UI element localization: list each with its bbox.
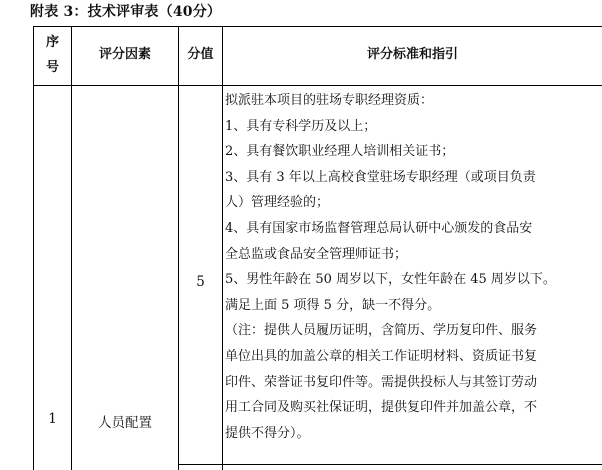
row-divider (178, 464, 602, 465)
criteria-line: 人）管理经验的； (225, 195, 330, 211)
criteria-line: 3、具有 3 年以上高校食堂驻场专职经理（或项目负责 (225, 169, 536, 185)
row-criteria (225, 88, 585, 446)
criteria-line: 提供不得分）。 (225, 425, 310, 441)
header-factor: 评分因素 (98, 47, 151, 62)
row-score: 5 (196, 274, 205, 290)
criteria-line: 5、男性年龄在 50 周岁以下，女性年龄在 45 周岁以下。 (225, 272, 556, 288)
criteria-line: 单位出具的加盖公章的相关工作证明材料、资质证书复 (225, 348, 538, 364)
criteria-line: 用工合同及购买社保证明，提供复印件并加盖公章，不 (225, 400, 538, 416)
column-divider-score (222, 26, 223, 470)
header-seq-line-2: 号 (45, 60, 59, 75)
criteria-line: 4、具有国家市场监督管理总局认研中心颁发的食品安 (225, 220, 533, 236)
criteria-line: 2、具有餐饮职业经理人培训相关证书； (225, 144, 455, 160)
criteria-line: 满足上面 5 项得 5 分，缺一不得分。 (225, 297, 441, 313)
header-seq-line-1: 序 (45, 35, 59, 50)
header-score: 分值 (187, 47, 214, 62)
row-seq: 1 (48, 411, 57, 427)
table-caption: 附表 3：技术评审表（40分） (30, 4, 222, 20)
table-border-left (33, 26, 34, 470)
criteria-line: （注：提供人员履历证明，含简历、学历复印件、服务 (225, 323, 538, 339)
column-divider-seq (71, 26, 72, 470)
header-divider (33, 85, 602, 86)
criteria-line: 印件、荣誉证书复印件等。需提供投标人与其签订劳动 (225, 374, 538, 390)
criteria-line: 拟派驻本项目的驻场专职经理资质： (225, 93, 434, 108)
table-border-top (33, 26, 602, 27)
row-factor: 人员配置 (98, 415, 152, 431)
column-divider-factor (178, 26, 179, 470)
header-criteria: 评分标准和指引 (366, 47, 458, 62)
criteria-line: 全总监或食品安全管理师证书； (225, 246, 408, 262)
criteria-line: 1、具有专科学历及以上； (225, 118, 377, 134)
